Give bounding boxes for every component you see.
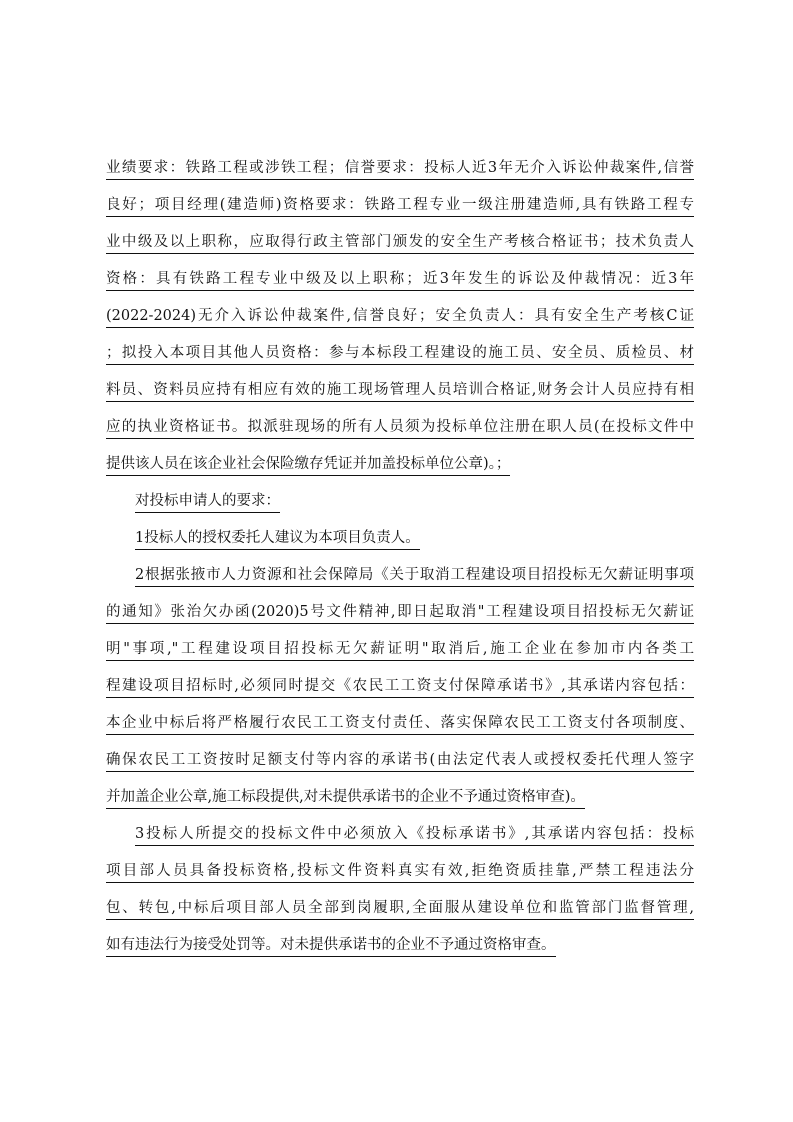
requirement-item-1: 1投标人的授权委托人建议为本项目负责人。 bbox=[106, 520, 694, 557]
text-line: 料员、资料员应持有相应有效的施工现场管理人员培训合格证,财务会计人员应持有相 bbox=[106, 372, 694, 409]
requirement-item-2: 2根据张掖市人力资源和社会保障局《关于取消工程建设项目招投标无欠薪证明事项 bbox=[106, 557, 694, 594]
text-line: 业中级及以上职称，应取得行政主管部门颁发的安全生产考核合格证书；技术负责人 bbox=[106, 224, 694, 261]
requirement-item-3: 3投标人所提交的投标文件中必须放入《投标承诺书》,其承诺内容包括：投标 bbox=[106, 816, 694, 853]
text-line: 确保农民工工资按时足额支付等内容的承诺书(由法定代表人或授权委托代理人签字 bbox=[106, 742, 694, 779]
text-line: 业绩要求：铁路工程或涉铁工程；信誉要求：投标人近3年无介入诉讼仲裁案件,信誉 bbox=[106, 150, 694, 187]
text-line: 提供该人员在该企业社会保险缴存凭证并加盖投标单位公章)。； bbox=[106, 446, 694, 483]
text-line: 项目部人员具备投标资格,投标文件资料真实有效,拒绝资质挂靠,严禁工程违法分 bbox=[106, 853, 694, 890]
text-line: 的通知》张治欠办函(2020)5号文件精神,即日起取消"工程建设项目招投标无欠薪证 bbox=[106, 594, 694, 631]
text-line: 包、转包,中标后项目部人员全部到岗履职,全面服从建设单位和监管部门监督管理, bbox=[106, 890, 694, 927]
text-line: 本企业中标后将严格履行农民工工资支付责任、落实保障农民工工资支付各项制度、 bbox=[106, 705, 694, 742]
section-heading: 对投标申请人的要求： bbox=[106, 483, 694, 520]
document-body bbox=[106, 150, 694, 964]
text-line: 明"事项,"工程建设项目招投标无欠薪证明"取消后,施工企业在参加市内各类工 bbox=[106, 631, 694, 668]
text-line: (2022-2024)无介入诉讼仲裁案件,信誉良好；安全负责人：具有安全生产考核C证 bbox=[106, 298, 694, 335]
text-line: 良好；项目经理(建造师)资格要求：铁路工程专业一级注册建造师,具有铁路工程专 bbox=[106, 187, 694, 224]
text-line: 应的执业资格证书。拟派驻现场的所有人员须为投标单位注册在职人员(在投标文件中 bbox=[106, 409, 694, 446]
text-line: 如有违法行为接受处罚等。对未提供承诺书的企业不予通过资格审查。 bbox=[106, 927, 694, 964]
text-line: ；拟投入本项目其他人员资格：参与本标段工程建设的施工员、安全员、质检员、材 bbox=[106, 335, 694, 372]
text-line: 资格：具有铁路工程专业中级及以上职称；近3年发生的诉讼及仲裁情况：近3年 bbox=[106, 261, 694, 298]
text-line: 并加盖企业公章,施工标段提供,对未提供承诺书的企业不予通过资格审查)。 bbox=[106, 779, 694, 816]
text-line: 程建设项目招标时,必须同时提交《农民工工资支付保障承诺书》,其承诺内容包括： bbox=[106, 668, 694, 705]
